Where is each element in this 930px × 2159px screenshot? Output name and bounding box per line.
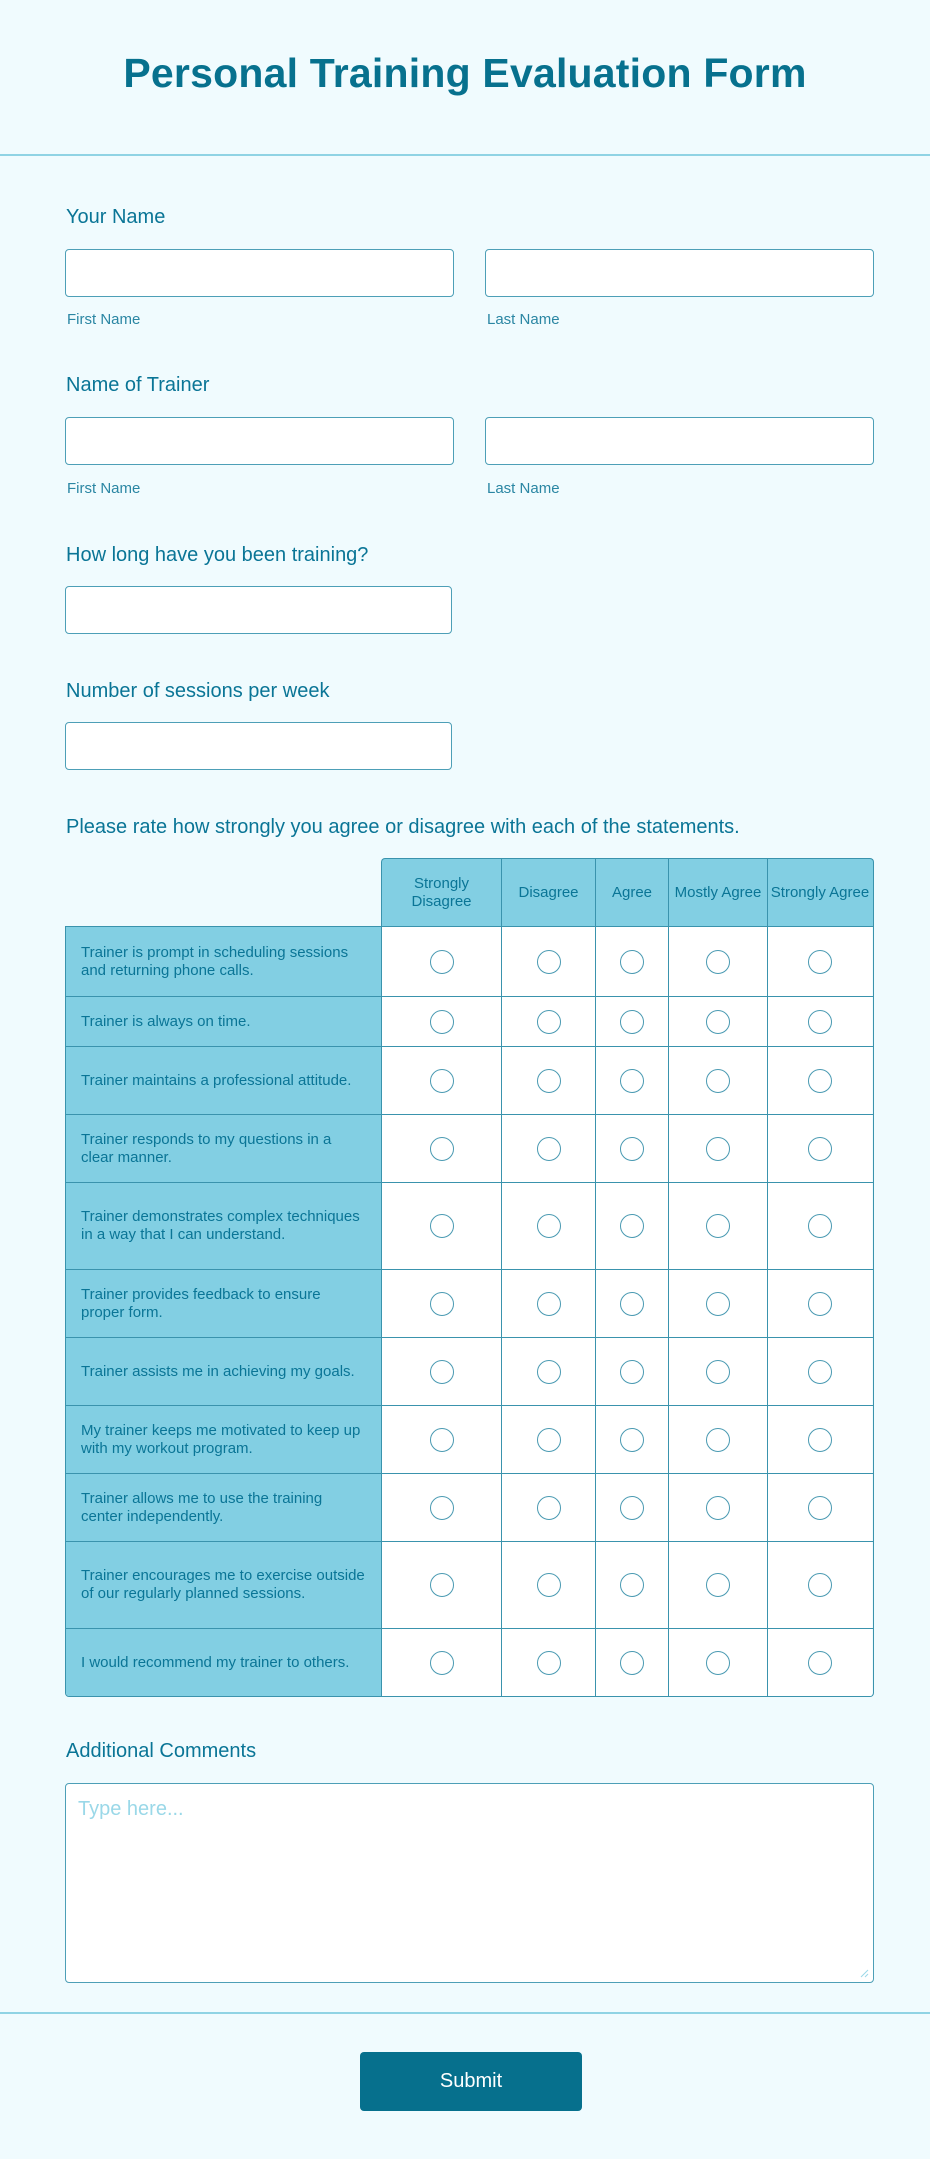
matrix-row (66, 1541, 873, 1628)
form-title: Personal Training Evaluation Form (123, 50, 807, 96)
rating-radio[interactable] (537, 1360, 561, 1384)
matrix-cell (382, 1542, 501, 1628)
matrix-cell (668, 1115, 767, 1182)
matrix-cell (382, 997, 501, 1046)
rating-radio[interactable] (620, 1137, 644, 1161)
rating-radio[interactable] (620, 1496, 644, 1520)
rating-radio[interactable] (430, 950, 454, 974)
rating-radio[interactable] (808, 1137, 832, 1161)
matrix-row (66, 1182, 873, 1269)
trainer-name-label: Name of Trainer (66, 374, 210, 396)
matrix-cell (595, 927, 668, 996)
matrix-cell (668, 1338, 767, 1405)
rating-radio[interactable] (537, 1069, 561, 1093)
matrix-cell (501, 1474, 595, 1541)
matrix-cell (767, 1542, 872, 1628)
matrix-cell (595, 997, 668, 1046)
matrix-cell (767, 997, 872, 1046)
rating-radio[interactable] (706, 1428, 730, 1452)
matrix-cell (501, 1270, 595, 1337)
rating-radio[interactable] (430, 1292, 454, 1316)
matrix-header (381, 858, 874, 926)
matrix-row-label: Trainer provides feedback to ensure proper form. (66, 1270, 382, 1337)
matrix-row (66, 1114, 873, 1182)
rating-radio[interactable] (808, 950, 832, 974)
column-header: Mostly Agree (668, 859, 767, 926)
rating-radio[interactable] (620, 1069, 644, 1093)
matrix-cell (501, 927, 595, 996)
rating-radio[interactable] (430, 1573, 454, 1597)
matrix-cell (668, 927, 767, 996)
matrix-cell (767, 1406, 872, 1473)
matrix-cell (767, 1629, 872, 1696)
comments-placeholder: Type here... (78, 1798, 184, 1820)
matrix-cell (595, 1542, 668, 1628)
matrix-cell (595, 1115, 668, 1182)
matrix-cell (668, 1629, 767, 1696)
rating-radio[interactable] (537, 1428, 561, 1452)
rating-radio[interactable] (430, 1496, 454, 1520)
rating-radio[interactable] (706, 1010, 730, 1034)
sessions-per-week-label: Number of sessions per week (66, 680, 330, 702)
trainer-first-name-input[interactable] (65, 417, 454, 465)
matrix-row-label: Trainer allows me to use the training center independently. (66, 1474, 382, 1541)
matrix-row-label: Trainer responds to my questions in a clear manner. (66, 1115, 382, 1182)
rating-radio[interactable] (808, 1651, 832, 1675)
training-length-label: How long have you been training? (66, 544, 369, 566)
rating-radio[interactable] (620, 1010, 644, 1034)
matrix-cell (382, 1629, 501, 1696)
matrix-cell (501, 1047, 595, 1114)
your-first-name-sublabel: First Name (67, 311, 141, 328)
matrix-cell (668, 1542, 767, 1628)
form-header (0, 0, 930, 156)
rating-radio[interactable] (808, 1496, 832, 1520)
sessions-per-week-input[interactable] (65, 722, 452, 770)
your-last-name-input[interactable] (485, 249, 874, 297)
matrix-cell (595, 1629, 668, 1696)
matrix-cell (668, 1474, 767, 1541)
rating-radio[interactable] (620, 950, 644, 974)
matrix-cell (382, 1474, 501, 1541)
matrix-cell (501, 997, 595, 1046)
rating-radio[interactable] (537, 950, 561, 974)
rating-radio[interactable] (620, 1428, 644, 1452)
rating-radio[interactable] (706, 950, 730, 974)
column-header: Strongly Disagree (411, 874, 472, 910)
column-header: Agree (595, 859, 668, 926)
matrix-cell (767, 1338, 872, 1405)
your-name-label: Your Name (66, 206, 166, 228)
rating-radio[interactable] (537, 1292, 561, 1316)
matrix-cell (501, 1629, 595, 1696)
matrix-row (66, 1269, 873, 1337)
matrix-cell (501, 1406, 595, 1473)
your-last-name-sublabel: Last Name (487, 311, 560, 328)
rating-radio[interactable] (620, 1360, 644, 1384)
matrix-cell (382, 1047, 501, 1114)
rating-radio[interactable] (706, 1573, 730, 1597)
matrix-cell (501, 1542, 595, 1628)
matrix-cell (595, 1047, 668, 1114)
rating-radio[interactable] (706, 1137, 730, 1161)
rating-radio[interactable] (430, 1428, 454, 1452)
matrix-cell (501, 1183, 595, 1269)
rating-radio[interactable] (537, 1496, 561, 1520)
rating-radio[interactable] (430, 1069, 454, 1093)
rating-radio[interactable] (808, 1573, 832, 1597)
rating-radio[interactable] (620, 1573, 644, 1597)
matrix-cell (501, 1338, 595, 1405)
rating-radio[interactable] (430, 1360, 454, 1384)
matrix-cell (595, 1474, 668, 1541)
matrix-cell (668, 1270, 767, 1337)
rating-radio[interactable] (537, 1651, 561, 1675)
rating-radio[interactable] (706, 1292, 730, 1316)
matrix-row (66, 1337, 873, 1405)
footer-divider (0, 2012, 930, 2014)
matrix-row-label: Trainer encourages me to exercise outside of our regularly planned sessions. (66, 1542, 382, 1628)
rating-radio[interactable] (808, 1360, 832, 1384)
matrix-cell (668, 1047, 767, 1114)
matrix-cell (595, 1406, 668, 1473)
matrix-row (66, 996, 873, 1046)
rating-radio[interactable] (706, 1214, 730, 1238)
matrix-cell (382, 1338, 501, 1405)
resize-handle-icon[interactable] (859, 1968, 869, 1978)
rating-radio[interactable] (808, 1428, 832, 1452)
matrix-row (66, 1046, 873, 1114)
matrix-row-label: I would recommend my trainer to others. (66, 1629, 382, 1696)
matrix-row-label: My trainer keeps me motivated to keep up with my workout program. (66, 1406, 382, 1473)
matrix-row (66, 1405, 873, 1473)
column-header: Strongly Agree (767, 859, 872, 926)
trainer-first-name-sublabel: First Name (67, 480, 141, 497)
matrix-cell (382, 1270, 501, 1337)
rating-radio[interactable] (430, 1651, 454, 1675)
matrix-cell (767, 1474, 872, 1541)
matrix-cell (668, 1183, 767, 1269)
rating-radio[interactable] (706, 1651, 730, 1675)
rating-radio[interactable] (537, 1137, 561, 1161)
matrix-cell (767, 927, 872, 996)
matrix-cell (595, 1270, 668, 1337)
matrix-prompt: Please rate how strongly you agree or disagree with each of the statements. (66, 816, 740, 838)
submit-button[interactable]: Submit (360, 2052, 582, 2111)
matrix-row (66, 1628, 873, 1696)
matrix-row-label: Trainer demonstrates complex techniques in a way that I can understand. (66, 1183, 382, 1269)
matrix-row (66, 927, 873, 996)
rating-radio[interactable] (430, 1214, 454, 1238)
matrix-row-label: Trainer is prompt in scheduling sessions and returning phone calls. (66, 927, 382, 996)
rating-radio[interactable] (706, 1069, 730, 1093)
matrix-cell (668, 1406, 767, 1473)
trainer-last-name-input[interactable] (485, 417, 874, 465)
rating-radio[interactable] (706, 1360, 730, 1384)
matrix-body (65, 926, 874, 1697)
rating-radio[interactable] (808, 1069, 832, 1093)
trainer-last-name-sublabel: Last Name (487, 480, 560, 497)
rating-radio[interactable] (430, 1137, 454, 1161)
rating-radio[interactable] (537, 1573, 561, 1597)
comments-textarea[interactable] (65, 1783, 874, 1983)
rating-radio[interactable] (620, 1292, 644, 1316)
rating-radio[interactable] (808, 1010, 832, 1034)
matrix-row (66, 1473, 873, 1541)
matrix-cell (767, 1183, 872, 1269)
rating-radio[interactable] (808, 1214, 832, 1238)
rating-radio[interactable] (430, 1010, 454, 1034)
rating-radio[interactable] (537, 1214, 561, 1238)
matrix-cell (501, 1115, 595, 1182)
rating-radio[interactable] (620, 1651, 644, 1675)
matrix-cell (382, 927, 501, 996)
matrix-cell (382, 1406, 501, 1473)
matrix-row-label: Trainer maintains a professional attitude. (66, 1047, 382, 1114)
rating-radio[interactable] (537, 1010, 561, 1034)
matrix-row-label: Trainer assists me in achieving my goals. (66, 1338, 382, 1405)
matrix-cell (767, 1047, 872, 1114)
column-header: Disagree (501, 859, 595, 926)
matrix-row-label: Trainer is always on time. (66, 997, 382, 1046)
training-length-input[interactable] (65, 586, 452, 634)
matrix-cell (767, 1115, 872, 1182)
matrix-cell (767, 1270, 872, 1337)
matrix-cell (595, 1338, 668, 1405)
matrix-cell (595, 1183, 668, 1269)
matrix-cell (668, 997, 767, 1046)
matrix-cell (382, 1183, 501, 1269)
rating-radio[interactable] (808, 1292, 832, 1316)
your-first-name-input[interactable] (65, 249, 454, 297)
rating-radio[interactable] (620, 1214, 644, 1238)
matrix-cell (382, 1115, 501, 1182)
rating-radio[interactable] (706, 1496, 730, 1520)
comments-label: Additional Comments (66, 1740, 257, 1762)
